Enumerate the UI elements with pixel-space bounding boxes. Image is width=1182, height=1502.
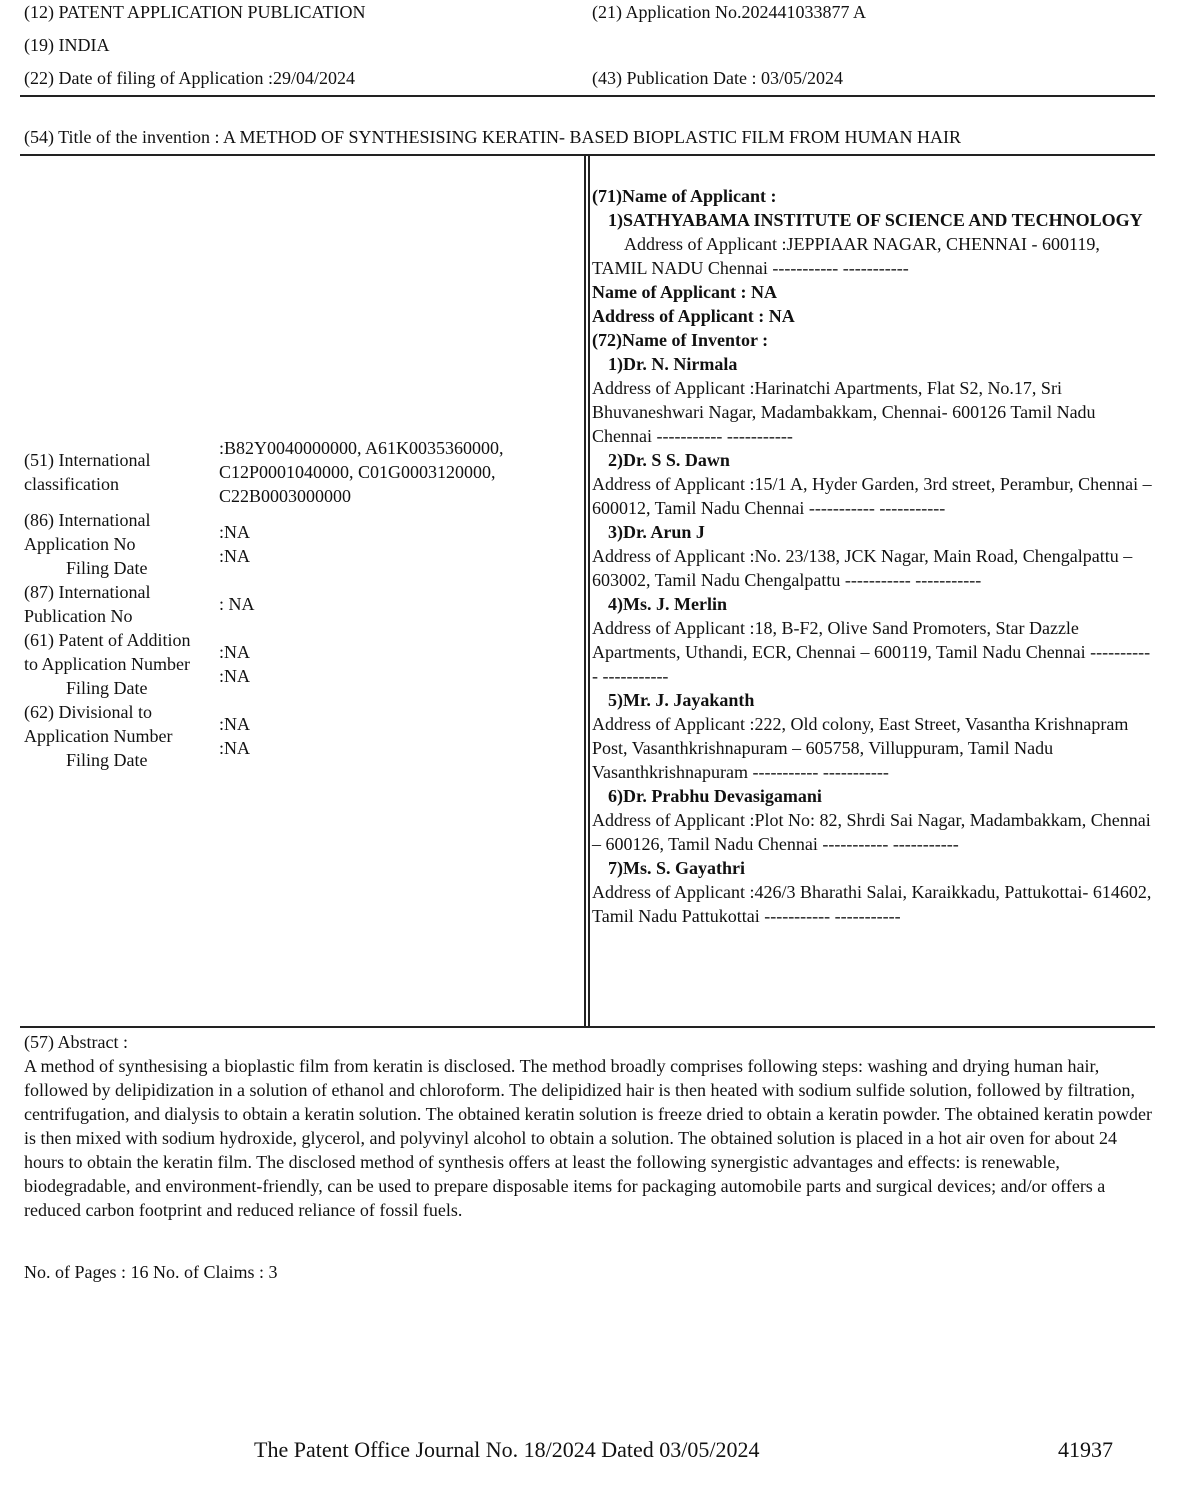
field-51-value: :B82Y0040000000, A61K0035360000, [219, 438, 504, 458]
field-86-label-2: Application No [24, 534, 136, 554]
field-62-label-2: Application Number [24, 726, 173, 746]
field-87-value: : NA [219, 594, 255, 614]
field-51-value-3: C22B0003000000 [219, 486, 352, 506]
field-61-value-2: :NA [219, 666, 250, 686]
inventor-name: 5)Mr. J. Jayakanth [608, 690, 755, 710]
inventor-name: 3)Dr. Arun J [608, 522, 705, 542]
inventor-name: 7)Ms. S. Gayathri [608, 858, 745, 878]
publication-type: (12) PATENT APPLICATION PUBLICATION [24, 2, 366, 22]
inventor-address: Address of Applicant :No. 23/138, JCK Nagar, Main Road, Chengalpattu – 603002, Tamil Nadu Chengalpattu ----------- ----------- [592, 546, 1133, 590]
applicants-inventors-column [592, 184, 1152, 928]
column-divider [584, 154, 586, 1028]
inventor-address: Address of Applicant :426/3 Bharathi Salai, Karaikkadu, Pattukottai- 614602, Tamil Nadu Pattukottai ----------- ----------- [592, 882, 1152, 926]
field-62-value-2: :NA [219, 738, 250, 758]
field-86-label-3: Filing Date [66, 558, 148, 578]
applicant-address: Address of Applicant :JEPPIAAR NAGAR, CHENNAI - 600119, TAMIL NADU Chennai ----------- ----------- [592, 234, 1100, 278]
field-61-label-3: Filing Date [66, 678, 148, 698]
applicant-name: 1)SATHYABAMA INSTITUTE OF SCIENCE AND TECHNOLOGY [608, 210, 1143, 230]
column-divider-inner [588, 154, 590, 1028]
field-86-label: (86) International [24, 510, 151, 530]
header-divider [20, 95, 1155, 97]
field-61-value: :NA [219, 642, 250, 662]
pages-claims: No. of Pages : 16 No. of Claims : 3 [24, 1262, 278, 1282]
field-62-label: (62) Divisional to [24, 702, 152, 722]
filing-date: (22) Date of filing of Application :29/04/2024 [24, 68, 355, 88]
inventor-name: 4)Ms. J. Merlin [608, 594, 727, 614]
field-51-label: (51) International [24, 450, 151, 470]
field-87-label: (87) International [24, 582, 151, 602]
inventor-address: Address of Applicant :222, Old colony, East Street, Vasantha Krishnapram Post, Vasanthkrishnapuram – 605758, Villuppuram, Tamil Nadu Vasanthkrishnapuram ----------- ----------- [592, 714, 1129, 782]
country: (19) INDIA [24, 35, 110, 55]
invention-title: (54) Title of the invention : A METHOD OF SYNTHESISING KERATIN- BASED BIOPLASTIC FILM FROM HUMAN HAIR [24, 127, 962, 147]
publication-date: (43) Publication Date : 03/05/2024 [592, 68, 843, 88]
abstract-heading: (57) Abstract : [24, 1032, 128, 1052]
inventor-name: 2)Dr. S S. Dawn [608, 450, 730, 470]
field-62-label-3: Filing Date [66, 750, 148, 770]
applicant-address-na: Address of Applicant : NA [592, 306, 795, 326]
inventor-heading: (72)Name of Inventor : [592, 330, 769, 350]
page-number: 41937 [1058, 1437, 1113, 1462]
inventor-address: Address of Applicant :18, B-F2, Olive Sand Promoters, Star Dazzle Apartments, Uthandi, ECR, Chennai – 600119, Tamil Nadu Chennai ----------- ----------- [592, 618, 1151, 686]
inventor-name: 6)Dr. Prabhu Devasigamani [608, 786, 822, 806]
application-number: (21) Application No.202441033877 A [592, 2, 866, 22]
field-86-value: :NA [219, 522, 250, 542]
inventor-address: Address of Applicant :Plot No: 82, Shrdi Sai Nagar, Madambakkam, Chennai – 600126, Tamil Nadu Chennai ----------- ----------- [592, 810, 1151, 854]
inventor-name: 1)Dr. N. Nirmala [608, 354, 738, 374]
field-62-value: :NA [219, 714, 250, 734]
applicant-name-na: Name of Applicant : NA [592, 282, 777, 302]
inventor-address: Address of Applicant :15/1 A, Hyder Garden, 3rd street, Perambur, Chennai – 600012, Tamil Nadu Chennai ----------- ----------- [592, 474, 1152, 518]
field-61-label-2: to Application Number [24, 654, 190, 674]
abstract-divider [20, 1026, 1155, 1028]
inventor-address: Address of Applicant :Harinatchi Apartments, Flat S2, No.17, Sri Bhuvaneshwari Nagar, Madambakkam, Chennai- 600126 Tamil Nadu Chennai ----------- ----------- [592, 378, 1096, 446]
field-51-label-2: classification [24, 474, 119, 494]
field-61-label: (61) Patent of Addition [24, 630, 191, 650]
abstract-text: A method of synthesising a bioplastic film from keratin is disclosed. The method broadly comprises following steps: washing and drying human hair, followed by delipidization in a solution of ethanol and chloroform. The delipidized hair is then heated with sodium sulfide solution, followed by filtration, centrifugation, and dialysis to obtain a keratin solution. The obtained keratin solution is freeze dried to obtain a keratin powder. The obtained keratin powder is then mixed with sodium hydroxide, glycerol, and polyvinyl alcohol to obtain a solution. The obtained solution is placed in a hot air oven for about 24 hours to obtain the keratin film. The disclosed method of synthesis offers at least the following synergistic advantages and effects: is renewable, biodegradable, and environment-friendly, can be used to prepare disposable items for packaging automobile parts and surgical devices; and/or offers a reduced carbon footprint and reduced reliance of fossil fuels. [24, 1056, 1153, 1220]
field-51-value-2: C12P0001040000, C01G0003120000, [219, 462, 496, 482]
journal-footer: The Patent Office Journal No. 18/2024 Dated 03/05/2024 [254, 1437, 760, 1462]
field-86-value-2: :NA [219, 546, 250, 566]
field-87-label-2: Publication No [24, 606, 133, 626]
applicant-heading: (71)Name of Applicant : [592, 186, 777, 206]
